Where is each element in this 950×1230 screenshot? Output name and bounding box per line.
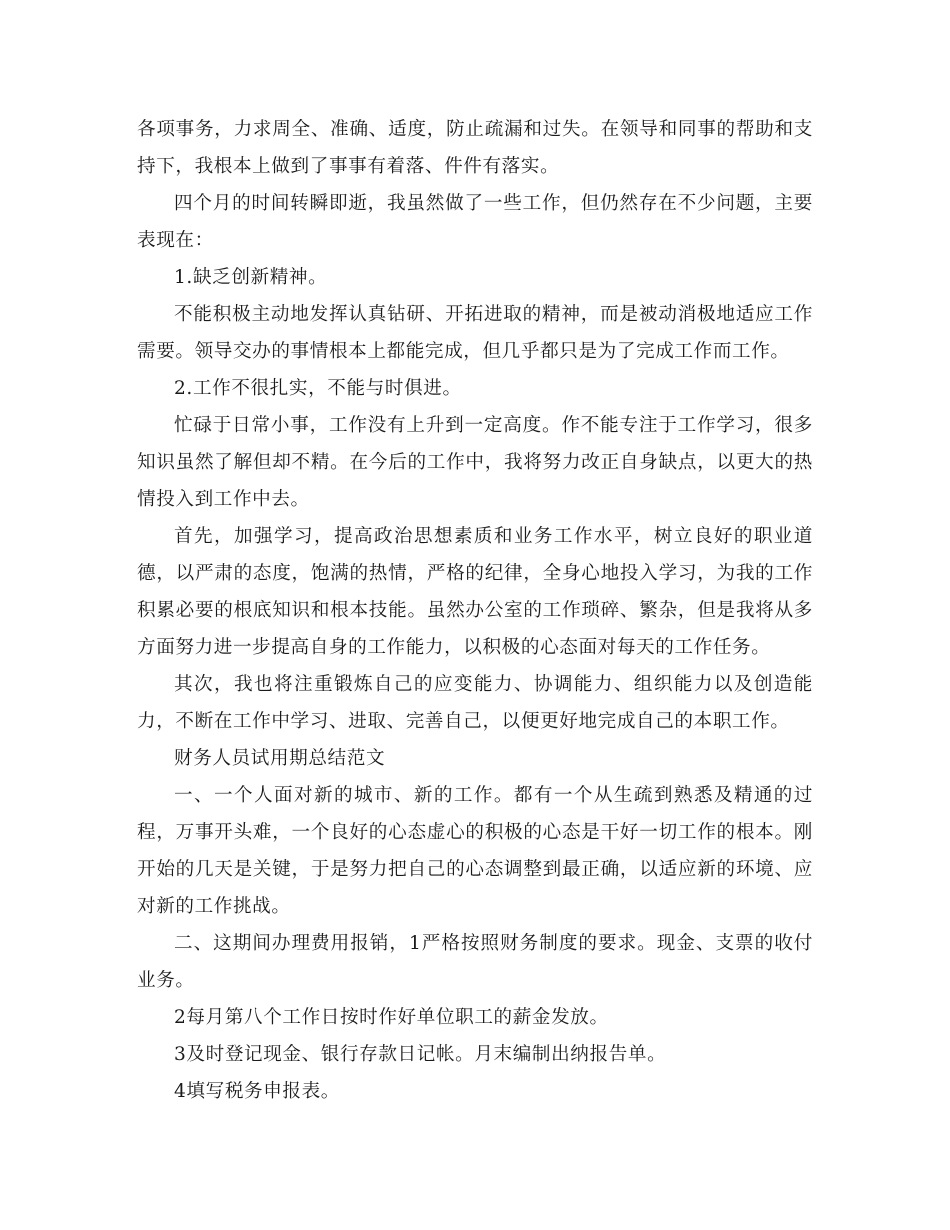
list-item: 4填写税务申报表。: [174, 1081, 340, 1102]
paragraph: 各项事务，力求周全、准确、适度，防止疏漏和过失。在领导和同事的帮助和支持下，我根本上做到了事事有着落、件件有落实。: [137, 119, 813, 177]
paragraph: 四个月的时间转瞬即逝，我虽然做了一些工作，但仍然存在不少问题，主要表现在：: [137, 193, 813, 251]
document-body: [137, 111, 813, 1110]
paragraph: 二、这期间办理费用报销，1严格按照财务制度的要求。现金、支票的收付业务。: [137, 933, 813, 991]
paragraph: 一、一个人面对新的城市、新的工作。都有一个从生疏到熟悉及精通的过程，万事开头难，一个良好的心态虚心的积极的心态是干好一切工作的根本。刚开始的几天是关键，于是努力把自己的心态调整到最正确，以适应新的环境、应对新的工作挑战。: [137, 785, 813, 917]
list-item: 3及时登记现金、银行存款日记帐。月末编制出纳报告单。: [174, 1044, 667, 1065]
list-item: 2每月第八个工作日按时作好单位职工的薪金发放。: [174, 1007, 609, 1028]
section-title: 财务人员试用期总结范文: [174, 748, 386, 769]
paragraph: 忙碌于日常小事，工作没有上升到一定高度。作不能专注于工作学习，很多知识虽然了解但却不精。在今后的工作中，我将努力改正自身缺点，以更大的热情投入到工作中去。: [137, 415, 813, 510]
paragraph: 其次，我也将注重锻炼自己的应变能力、协调能力、组织能力以及创造能力，不断在工作中学习、进取、完善自己，以便更好地完成自己的本职工作。: [137, 674, 813, 732]
paragraph: 首先，加强学习，提高政治思想素质和业务工作水平，树立良好的职业道德，以严肃的态度，饱满的热情，严格的纪律，全身心地投入学习，为我的工作积累必要的根底知识和根本技能。虽然办公室的工作琐碎、繁杂，但是我将从多方面努力进一步提高自身的工作能力，以积极的心态面对每天的工作任务。: [137, 526, 813, 658]
list-item-heading: 2.工作不很扎实，不能与时俱进。: [174, 378, 462, 399]
paragraph: 不能积极主动地发挥认真钻研、开拓进取的精神，而是被动消极地适应工作需要。领导交办的事情根本上都能完成，但几乎都只是为了完成工作而工作。: [137, 304, 813, 362]
list-item-heading: 1.缺乏创新精神。: [174, 267, 328, 288]
